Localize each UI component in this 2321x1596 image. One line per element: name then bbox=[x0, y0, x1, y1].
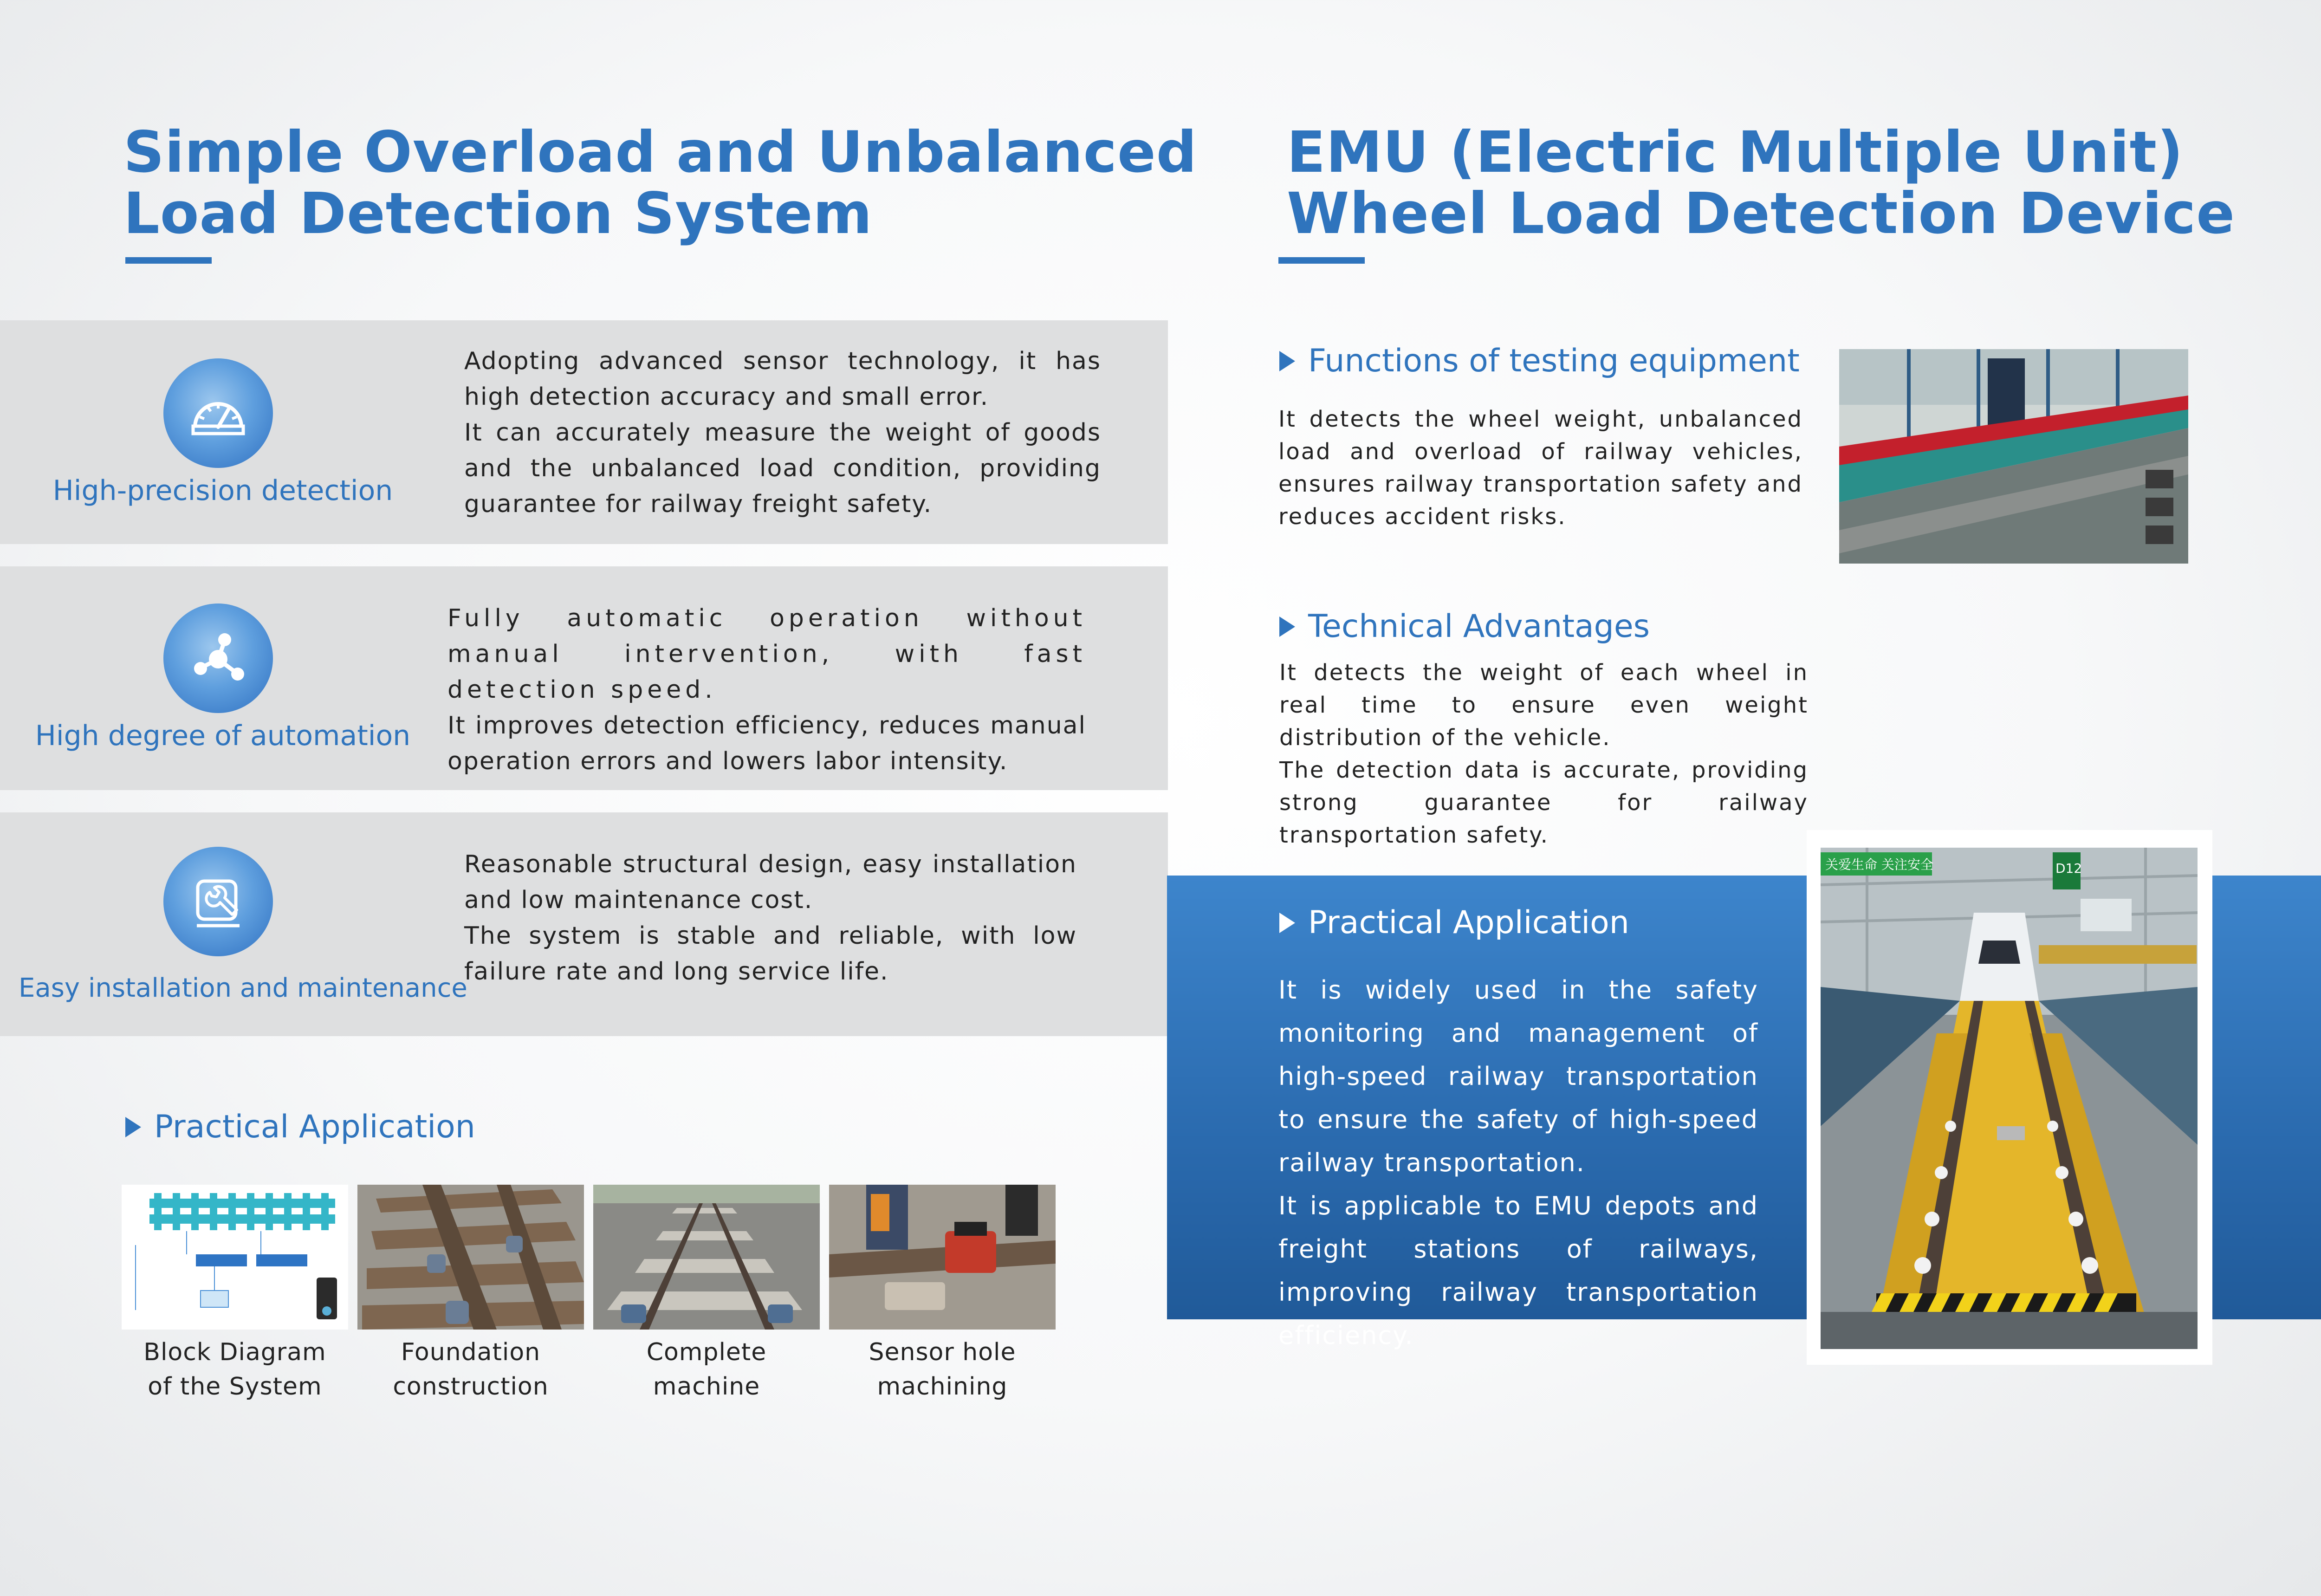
caption-block-diagram: Block Diagram of the System bbox=[143, 1338, 326, 1401]
triangle-bullet-icon bbox=[1279, 351, 1295, 371]
feature-text-precision: Adopting advanced sensor technology, it has high detection accuracy and small error. It can accurately measure the weight of goods and the unbalanced load condition, providing guarantee for railway freight safety. bbox=[464, 347, 1101, 518]
right-title-underline bbox=[1278, 257, 1365, 264]
photo-test-workshop bbox=[1839, 349, 2188, 564]
foundation-photo-illustration bbox=[357, 1185, 584, 1330]
left-title: Simple Overload and Unbalanced Load Detection System bbox=[123, 119, 1198, 247]
advantages-heading: Technical Advantages bbox=[1279, 608, 1650, 645]
gauge-icon bbox=[186, 381, 251, 446]
caption-sensor-hole: Sensor hole machining bbox=[869, 1338, 1016, 1401]
right-title: EMU (Electric Multiple Unit) Wheel Load Detection Device bbox=[1287, 119, 2235, 247]
track-number-sign: D12 bbox=[2055, 861, 2082, 876]
complete-machine-photo-illustration bbox=[593, 1185, 820, 1330]
thumb-complete-machine bbox=[593, 1185, 820, 1330]
feature-icon-circle bbox=[163, 847, 273, 956]
sensor-hole-photo-illustration bbox=[829, 1185, 1056, 1330]
thumb-block-diagram bbox=[122, 1185, 348, 1330]
network-nodes-icon bbox=[186, 626, 251, 691]
emu-depot-photo-illustration bbox=[1821, 848, 2198, 1349]
feature-text-maintenance: Reasonable structural design, easy installation and low maintenance cost. The system is stable and reliable, with low failure rate and long service life. bbox=[464, 850, 1077, 986]
photo-emu-depot bbox=[1821, 848, 2198, 1349]
caption-foundation: Foundation construction bbox=[393, 1338, 549, 1401]
left-practical-heading: Practical Application bbox=[125, 1109, 475, 1145]
feature-label-maintenance: Easy installation and maintenance bbox=[19, 973, 467, 1003]
thumb-foundation bbox=[357, 1185, 584, 1330]
functions-text: It detects the wheel weight, unbalanced load and overload of railway vehicles, ensures railway transportation safety and reduces accident risks. bbox=[1278, 406, 1803, 530]
triangle-bullet-icon bbox=[125, 1117, 141, 1137]
feature-label-precision: High-precision detection bbox=[52, 474, 393, 507]
triangle-bullet-icon bbox=[1279, 913, 1295, 933]
wrench-icon bbox=[186, 869, 251, 934]
depot-banner-sign: 关爱生命 关注安全 bbox=[1825, 857, 1933, 872]
caption-complete-machine: Complete machine bbox=[646, 1338, 767, 1401]
triangle-bullet-icon bbox=[1279, 616, 1295, 637]
advantages-text: It detects the weight of each wheel in real time to ensure even weight distribution of the vehicle. The detection data is accurate, providing strong guarantee for railway transportation safety. bbox=[1279, 660, 1809, 848]
functions-heading: Functions of testing equipment bbox=[1279, 343, 1800, 379]
thumb-sensor-hole bbox=[829, 1185, 1056, 1330]
feature-icon-circle bbox=[163, 603, 273, 713]
workshop-photo-illustration bbox=[1839, 349, 2188, 564]
feature-icon-circle bbox=[163, 358, 273, 468]
left-title-underline bbox=[125, 257, 212, 264]
application-heading: Practical Application bbox=[1279, 904, 1629, 941]
block-diagram-illustration bbox=[122, 1185, 348, 1330]
feature-text-automation: Fully automatic operation without manual intervention, with fast detection speed. It improves detection efficiency, reduces manual operation errors and lowers labor intensity. bbox=[447, 604, 1086, 775]
feature-label-automation: High degree of automation bbox=[35, 720, 411, 752]
application-text: It is widely used in the safety monitoring and management of high-speed railway transportation to ensure the safety of high-speed railway transportation. It is applicable to EMU depots and freight stations of railways, improving railway transportation efficiency. bbox=[1278, 975, 1758, 1350]
